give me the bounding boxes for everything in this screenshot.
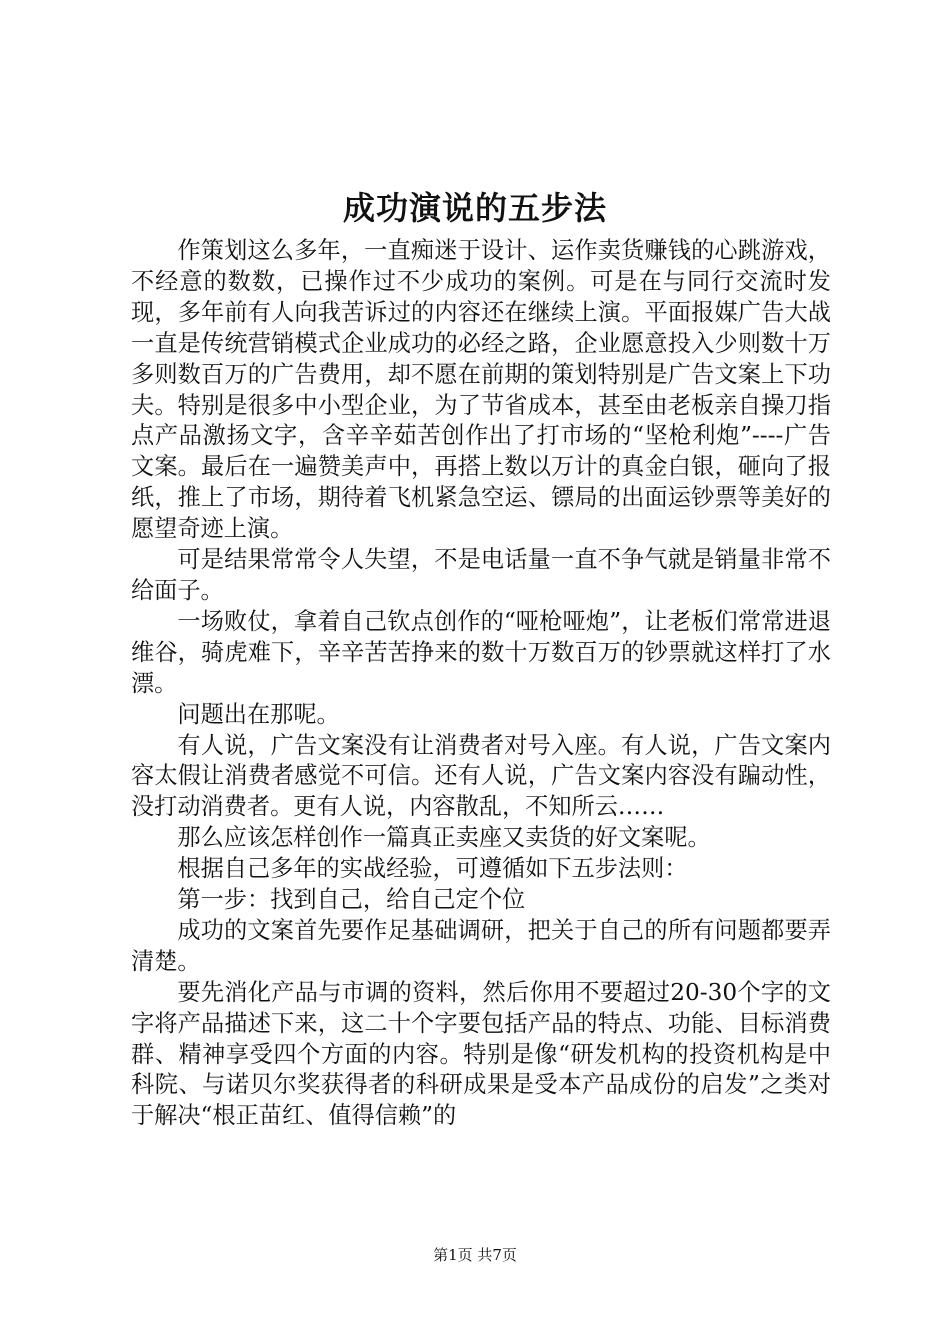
section-heading: 第一步：找到自己，给自己定个位 xyxy=(177,886,526,914)
paragraph: 一场败仗，拿着自己钦点创作的“哑枪哑炮”，让老板们常常进退维谷，骑虎难下，辛辛苦苦挣来的数十万数百万的钞票就这样打了水漂。 xyxy=(131,607,831,697)
paragraph: 可是结果常常令人失望，不是电话量一直不争气就是销量非常不给面子。 xyxy=(131,546,831,604)
paragraph: 成功的文案首先要作足基础调研，把关于自己的所有问题都要弄清楚。 xyxy=(131,916,831,975)
paragraph: 根据自己多年的实战经验，可遵循如下五步法则： xyxy=(177,855,688,883)
paragraph: 有人说，广告文案没有让消费者对号入座。有人说，广告文案内容太假让消费者感觉不可信。还有人说，广告文案内容没有蹁动性，没打动消费者。更有人说，内容散乱，不知所云…… xyxy=(131,731,831,821)
document-body xyxy=(131,236,831,1132)
paragraph: 要先消化产品与市调的资料，然后你用不要超过20-30个字的文字将产品描述下来，这二十个字要包括产品的特点、功能、目标消费群、精神享受四个方面的内容。特别是像“研发机构的投资机构是中科院、与诺贝尔奖获得者的科研成果是受本产品成份的启发”之类对于解决“根正苗红、值得信赖”的 xyxy=(131,978,831,1130)
paragraph: 那么应该怎样创作一篇真正卖座又卖货的好文案呢。 xyxy=(177,824,711,852)
document-title: 成功演说的五步法 xyxy=(342,189,607,227)
page-footer: 第1页 共7页 xyxy=(433,1246,517,1264)
paragraph: 问题出在那呢。 xyxy=(177,700,340,728)
paragraph: 作策划这么多年，一直痴迷于设计、运作卖货赚钱的心跳游戏，不经意的数数，已操作过不少成功的案例。可是在与同行交流时发现，多年前有人向我苦诉过的内容还在继续上演。平面报媒广告大战一直是传统营销模式企业成功的必经之路，企业愿意投入少则数十万多则数百万的广告费用，却不愿在前期的策划特别是广告文案上下功夫。特别是很多中小型企业，为了节省成本，甚至由老板亲自操刀指点产品激扬文字，含辛辛茹苦创作出了打市场的“坚枪利炮”----广告文案。最后在一遍赞美声中，再搭上数以万计的真金白银，砸向了报纸，推上了市场，期待着飞机紧急空运、镖局的出面运钞票等美好的愿望奇迹上演。 xyxy=(131,237,831,543)
